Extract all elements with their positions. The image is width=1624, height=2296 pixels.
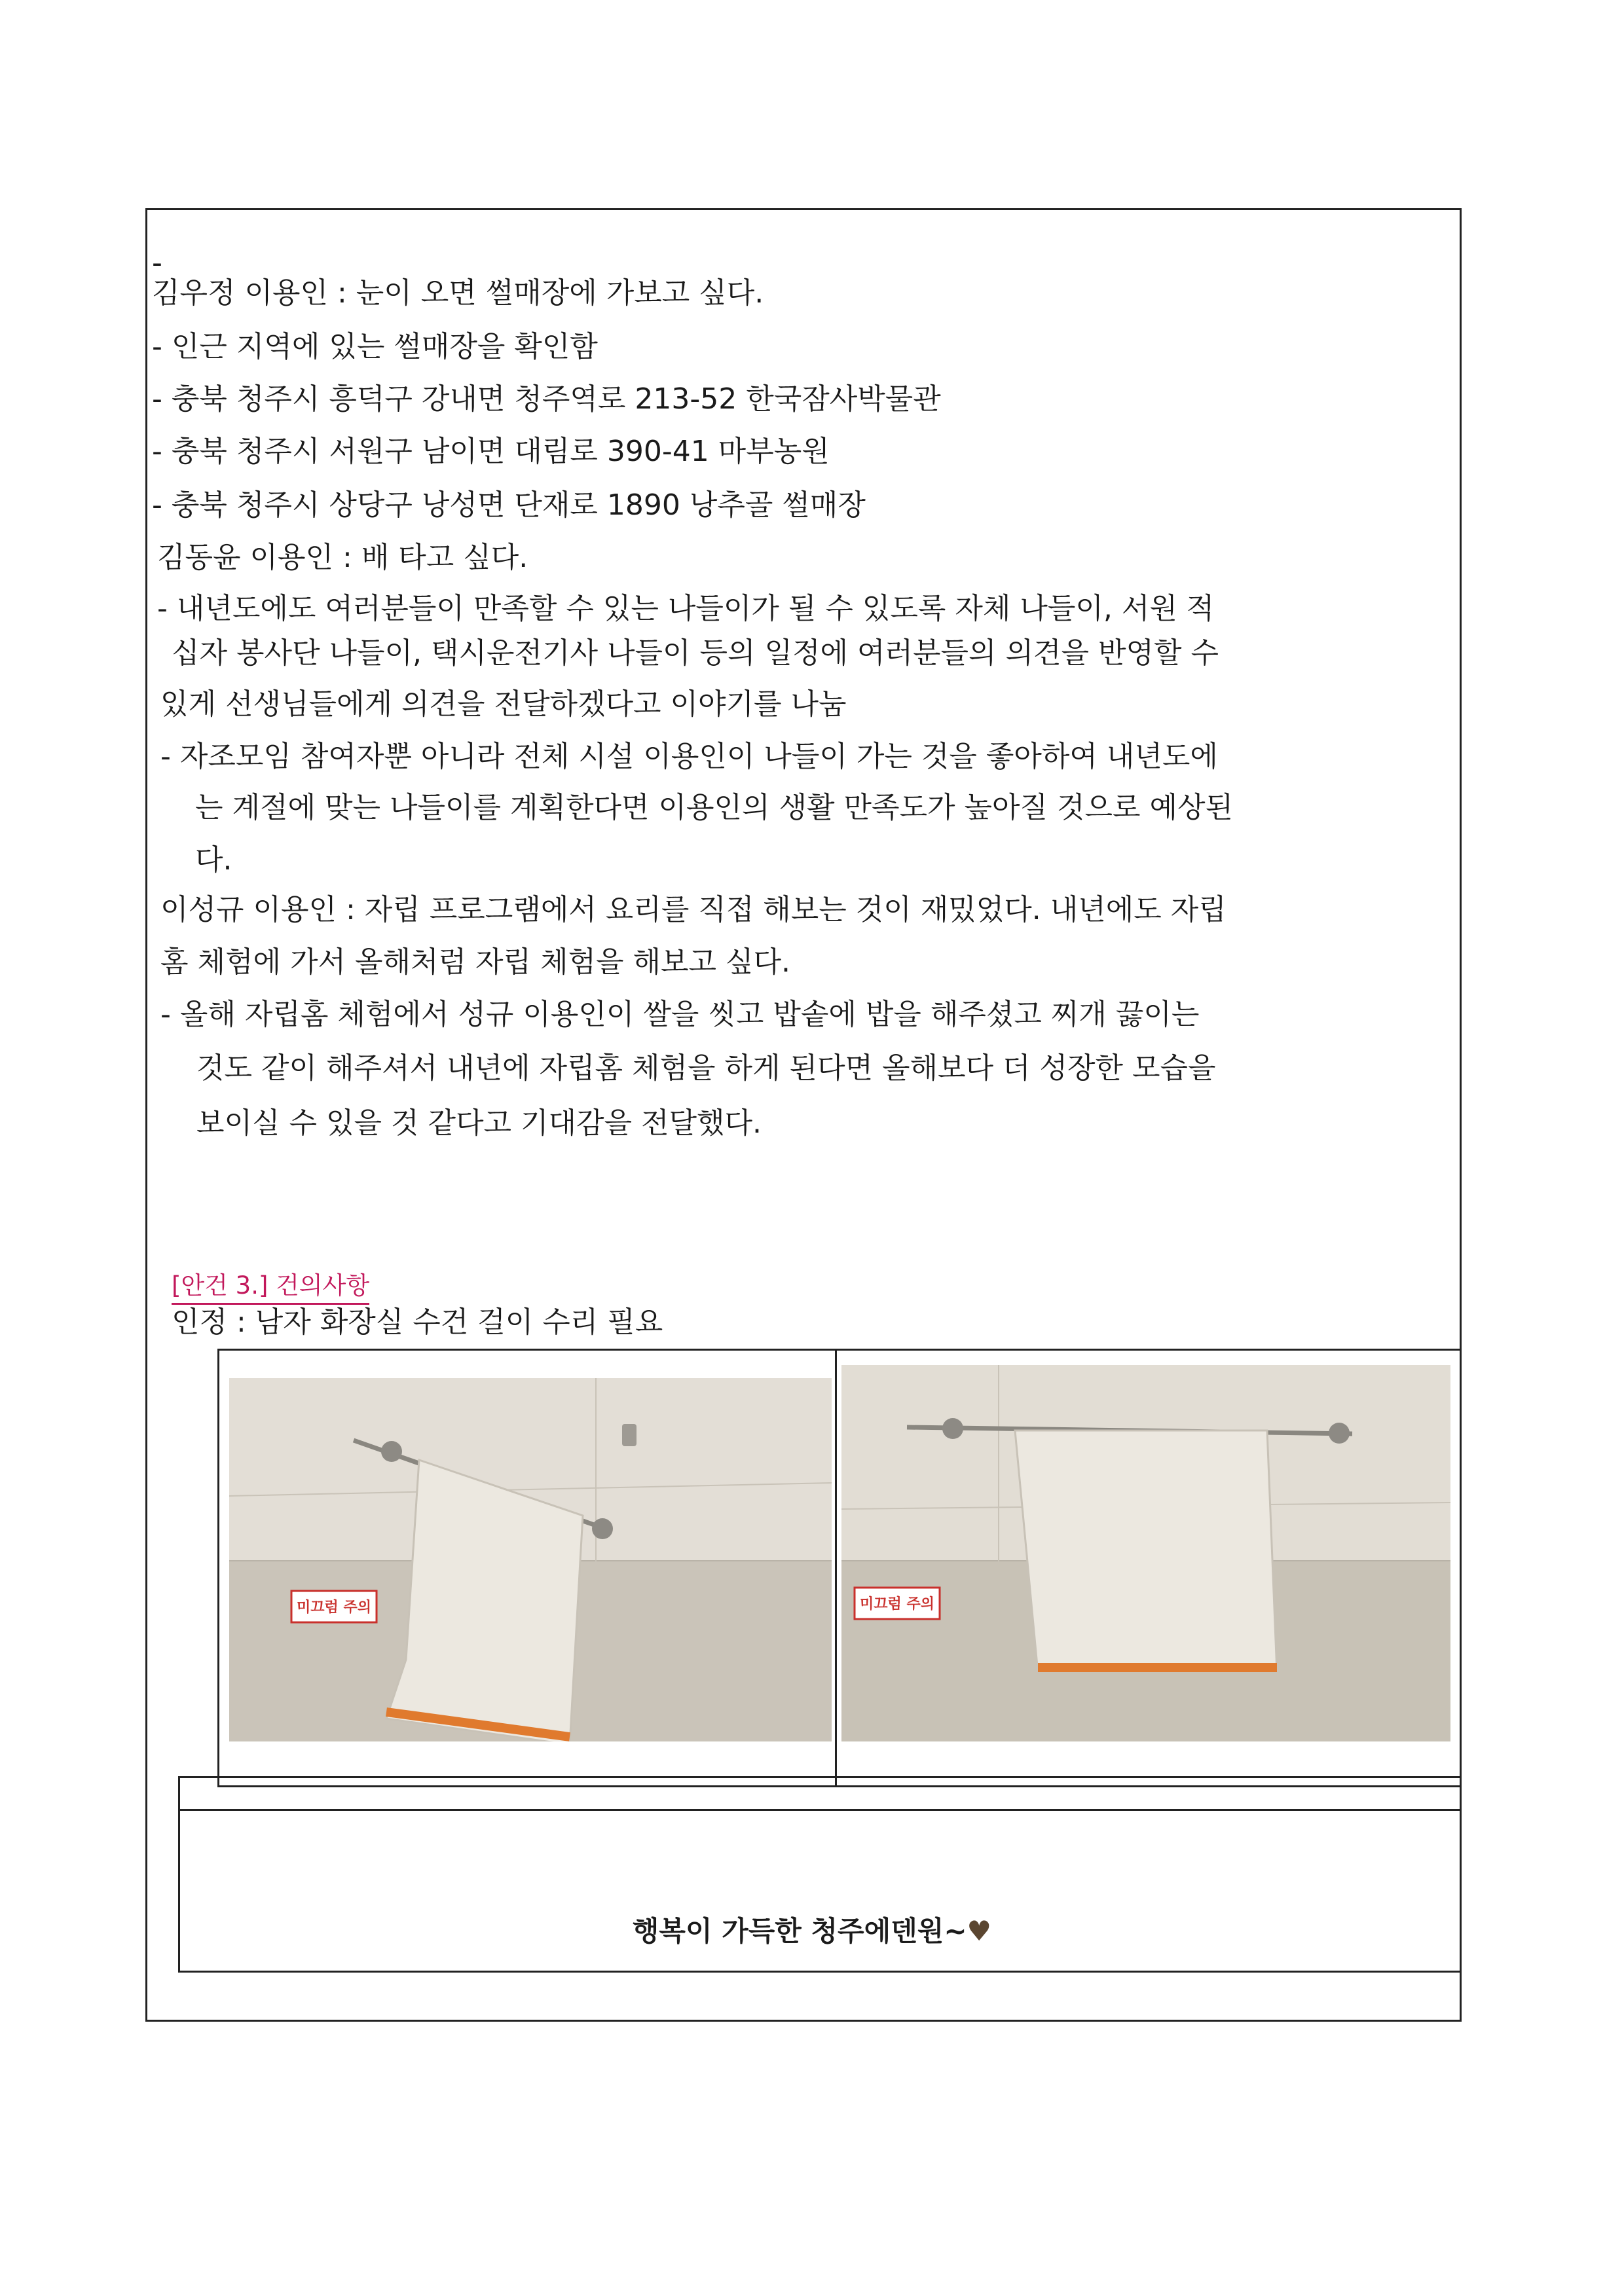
note-line: 십자 봉사단 나들이, 택시운전기사 나들이 등의 일정에 여러분들의 의견을 반영할 수: [172, 636, 1219, 670]
note-line: - 충북 청주시 서원구 남이면 대림로 390-41 마부농원: [152, 435, 830, 468]
footer-slogan: [0, 1912, 1624, 1951]
note-line: 다.: [195, 843, 232, 877]
photo-towel-rack-hung: [841, 1365, 1450, 1741]
note-line: 김우정 이용인 : 눈이 오면 썰매장에 가보고 싶다.: [152, 276, 764, 310]
note-line: - 올해 자립홈 체험에서 성규 이용인이 쌀을 씻고 밥솥에 밥을 해주셨고 찌개 끓이는: [160, 998, 1200, 1031]
photo2-sign: 미끄럼 주의: [860, 1596, 934, 1613]
note-line: 있게 선생님들에게 의견을 전달하겠다고 이야기를 나눔: [160, 687, 847, 721]
agenda-item: 인정 : 남자 화장실 수건 걸이 수리 필요: [172, 1305, 663, 1339]
note-line: 김동윤 이용인 : 배 타고 싶다.: [157, 541, 528, 574]
note-line: 홈 체험에 가서 올해처럼 자립 체험을 해보고 싶다.: [160, 945, 790, 979]
photo-divider: [835, 1349, 837, 1787]
footer-text: 행복이 가득한 청주에덴원~: [632, 1915, 967, 1947]
note-line: - 충북 청주시 흥덕구 강내면 청주역로 213-52 한국잠사박물관: [152, 382, 941, 416]
photo-towel-rack-loose: [229, 1378, 832, 1741]
heart-icon: ♥: [967, 1915, 992, 1947]
photo1-sign: 미끄럼 주의: [297, 1599, 371, 1616]
note-line: - 인근 지역에 있는 썰매장을 확인함: [152, 330, 598, 363]
note-line: -: [152, 246, 162, 280]
note-line: 보이실 수 있을 것 같다고 기대감을 전달했다.: [196, 1106, 762, 1140]
note-line: - 충북 청주시 상당구 낭성면 단재로 1890 낭추골 썰매장: [152, 488, 866, 522]
note-line: 는 계절에 맞는 나들이를 계획한다면 이용인의 생활 만족도가 높아질 것으로 예상된: [195, 791, 1233, 824]
agenda-label: [안건 3.] 건의사항: [172, 1269, 369, 1305]
note-line: 것도 같이 해주셔서 내년에 자립홈 체험을 하게 된다면 올해보다 더 성장한 모습을: [196, 1051, 1216, 1085]
note-line: 이성규 이용인 : 자립 프로그램에서 요리를 직접 해보는 것이 재밌었다. 내년에도 자립: [160, 893, 1227, 926]
note-line: - 자조모임 참여자뿐 아니라 전체 시설 이용인이 나들이 가는 것을 좋아하여 내년도에: [160, 740, 1218, 773]
footer-rule: [178, 1809, 1462, 1811]
note-line: - 내년도에도 여러분들이 만족할 수 있는 나들이가 될 수 있도록 자체 나들이, 서원 적: [157, 592, 1215, 625]
